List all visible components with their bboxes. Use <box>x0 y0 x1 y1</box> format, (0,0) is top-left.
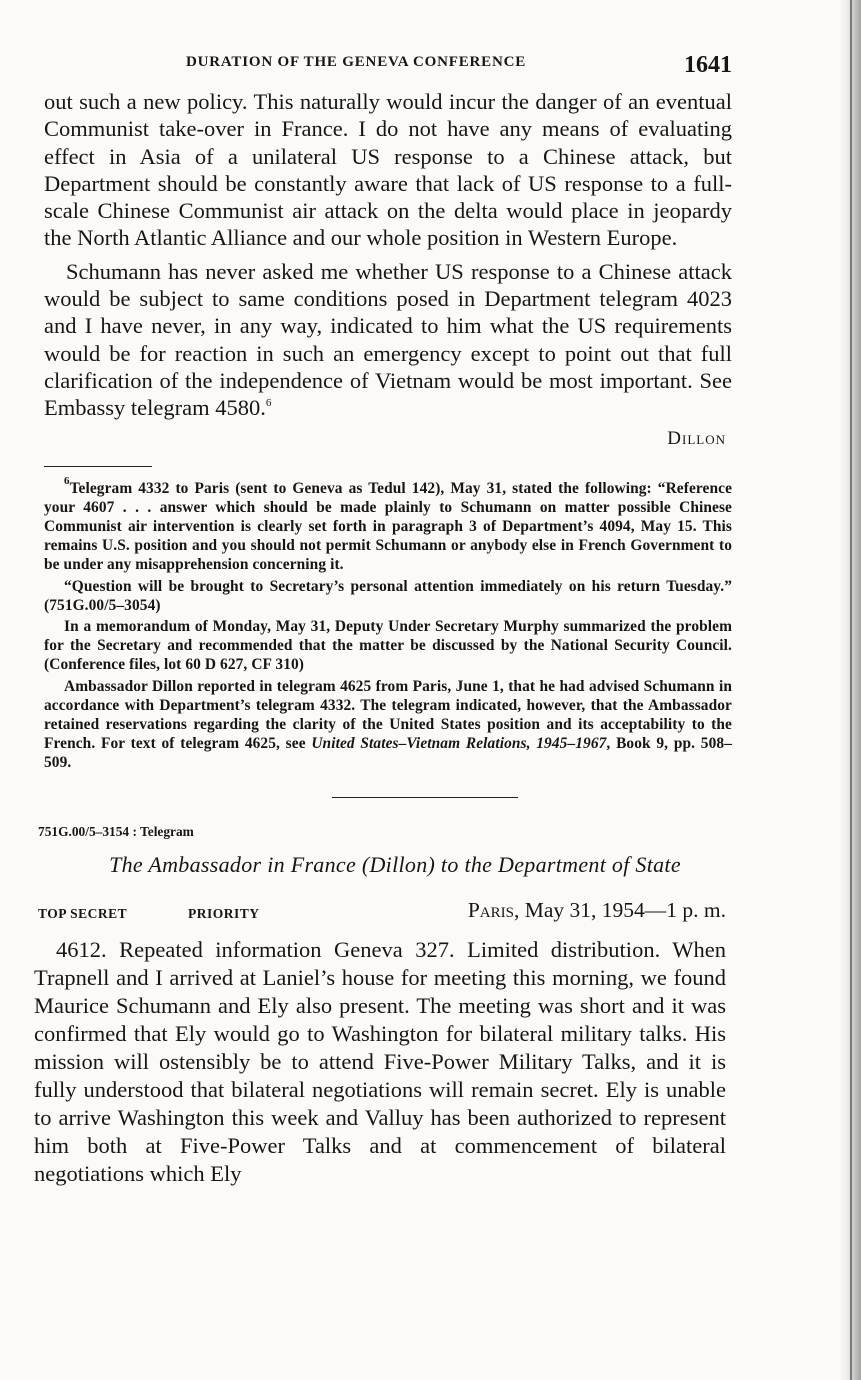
body-paragraph-1 <box>44 88 732 252</box>
telegram-header <box>38 898 732 932</box>
document-title-name: Dillon <box>369 851 428 877</box>
footnote-6-para-4-text: Ambassador Dillon reported in telegram 4625 from Paris, June 1, that he had advised Schumann in accordance with Department’s telegram 4332. The telegram indicated, however, that the Ambassador retained reservations regarding the clarity of the United States position and its acceptability to the French. For text of telegram 4625, see <box>44 677 732 753</box>
footnote-6-para-4 <box>44 677 732 773</box>
classification-label: TOP SECRET <box>38 905 128 921</box>
footnote-6-para-2: “Question will be brought to Secretary’s personal attention immediately on his return Tuesday.” (751G.00/5–3054) <box>44 577 732 614</box>
footnote-rule <box>44 466 152 467</box>
document-separator-rule <box>332 797 518 798</box>
signature: Dillon <box>667 427 726 449</box>
footnotes <box>44 474 732 773</box>
document-page <box>34 48 732 1188</box>
running-head <box>38 48 732 88</box>
body-paragraph-2-text: Schumann has never asked me whether US response to a Chinese attack would be subject to same conditions posed in Department telegram 4023 and I have never, in any way, indicated to him what the US requirements would be for reaction in such an emergency except to point out that full clarification of the independence of Vietnam would be most important. See Embassy telegram 4580. <box>44 258 732 421</box>
body-paragraph-1-text: out such a new policy. This naturally would incur the danger of an eventual Communist take-over in France. I do not have any means of evaluating effect in Asia of a unilateral US response to a Chinese attack, but Department should be constantly aware that lack of US response to a full-scale Chinese Communist air attack on the delta would place in jeopardy the North Atlantic Alliance and our whole position in Western Europe. <box>44 89 732 251</box>
document-title-part-1: The Ambassador in France ( <box>109 851 370 877</box>
footnote-6-para-3: In a memorandum of Monday, May 31, Deputy Under Secretary Murphy summarized the problem for the Secretary and recommended that the matter be discussed by the National Security Council. (Conference files, lot 60 D 627, CF 310) <box>44 617 732 674</box>
telegram-paragraph-1: 4612. Repeated information Geneva 327. Limited distribution. When Trapnell and I arrived at Laniel’s house for meeting this morning, we found Maurice Schumann and Ely also present. The meeting was short and it was confirmed that Ely would go to Washington for bilateral military talks. His mission will ostensibly be to attend Five-Power Military Talks, and it is fully understood that bilateral negotiations will remain secret. Ely is unable to arrive Washington this week and Valluy has been authorized to represent him both at Five-Power Talks and at commencement of bilateral negotiations which Ely <box>34 936 726 1187</box>
file-id: 751G.00/5–3154 : Telegram <box>38 823 194 839</box>
dateline-place: Paris <box>467 897 514 922</box>
running-title: DURATION OF THE GENEVA CONFERENCE <box>186 54 527 70</box>
cited-publication-title: United States–Vietnam Relations, 1945–1967 <box>311 735 607 753</box>
footnote-6-para-1-text: Telegram 4332 to Paris (sent to Geneva as Tedul 142), May 31, stated the following: “Reference your 4607 . . . answer which should be made plainly to Schumann on matter possible Chinese Communist air intervention is clearly set forth in paragraph 3 of Department’s 4094, May 15. This remains U.S. position and you should not permit Schumann or anybody else in French Government to be under any misapprehension concerning it. <box>44 479 732 574</box>
dateline-date: , May 31, 1954—1 p. m. <box>513 897 726 922</box>
precedence-label: PRIORITY <box>188 905 260 921</box>
page-number: 1641 <box>684 52 732 78</box>
document-title <box>58 852 732 878</box>
footnote-6-para-4-citation: , Book 9, pp. 508–509. <box>44 735 732 772</box>
document-title-part-2: ) to the Department of State <box>427 851 681 877</box>
footnote-6-marker: 6 <box>64 474 70 487</box>
footnote-6-para-1 <box>44 474 732 575</box>
footnote-ref-6[interactable]: 6 <box>265 397 272 410</box>
page-edge-line <box>850 0 852 1380</box>
body-paragraph-2 <box>44 258 732 422</box>
dateline <box>468 898 726 923</box>
